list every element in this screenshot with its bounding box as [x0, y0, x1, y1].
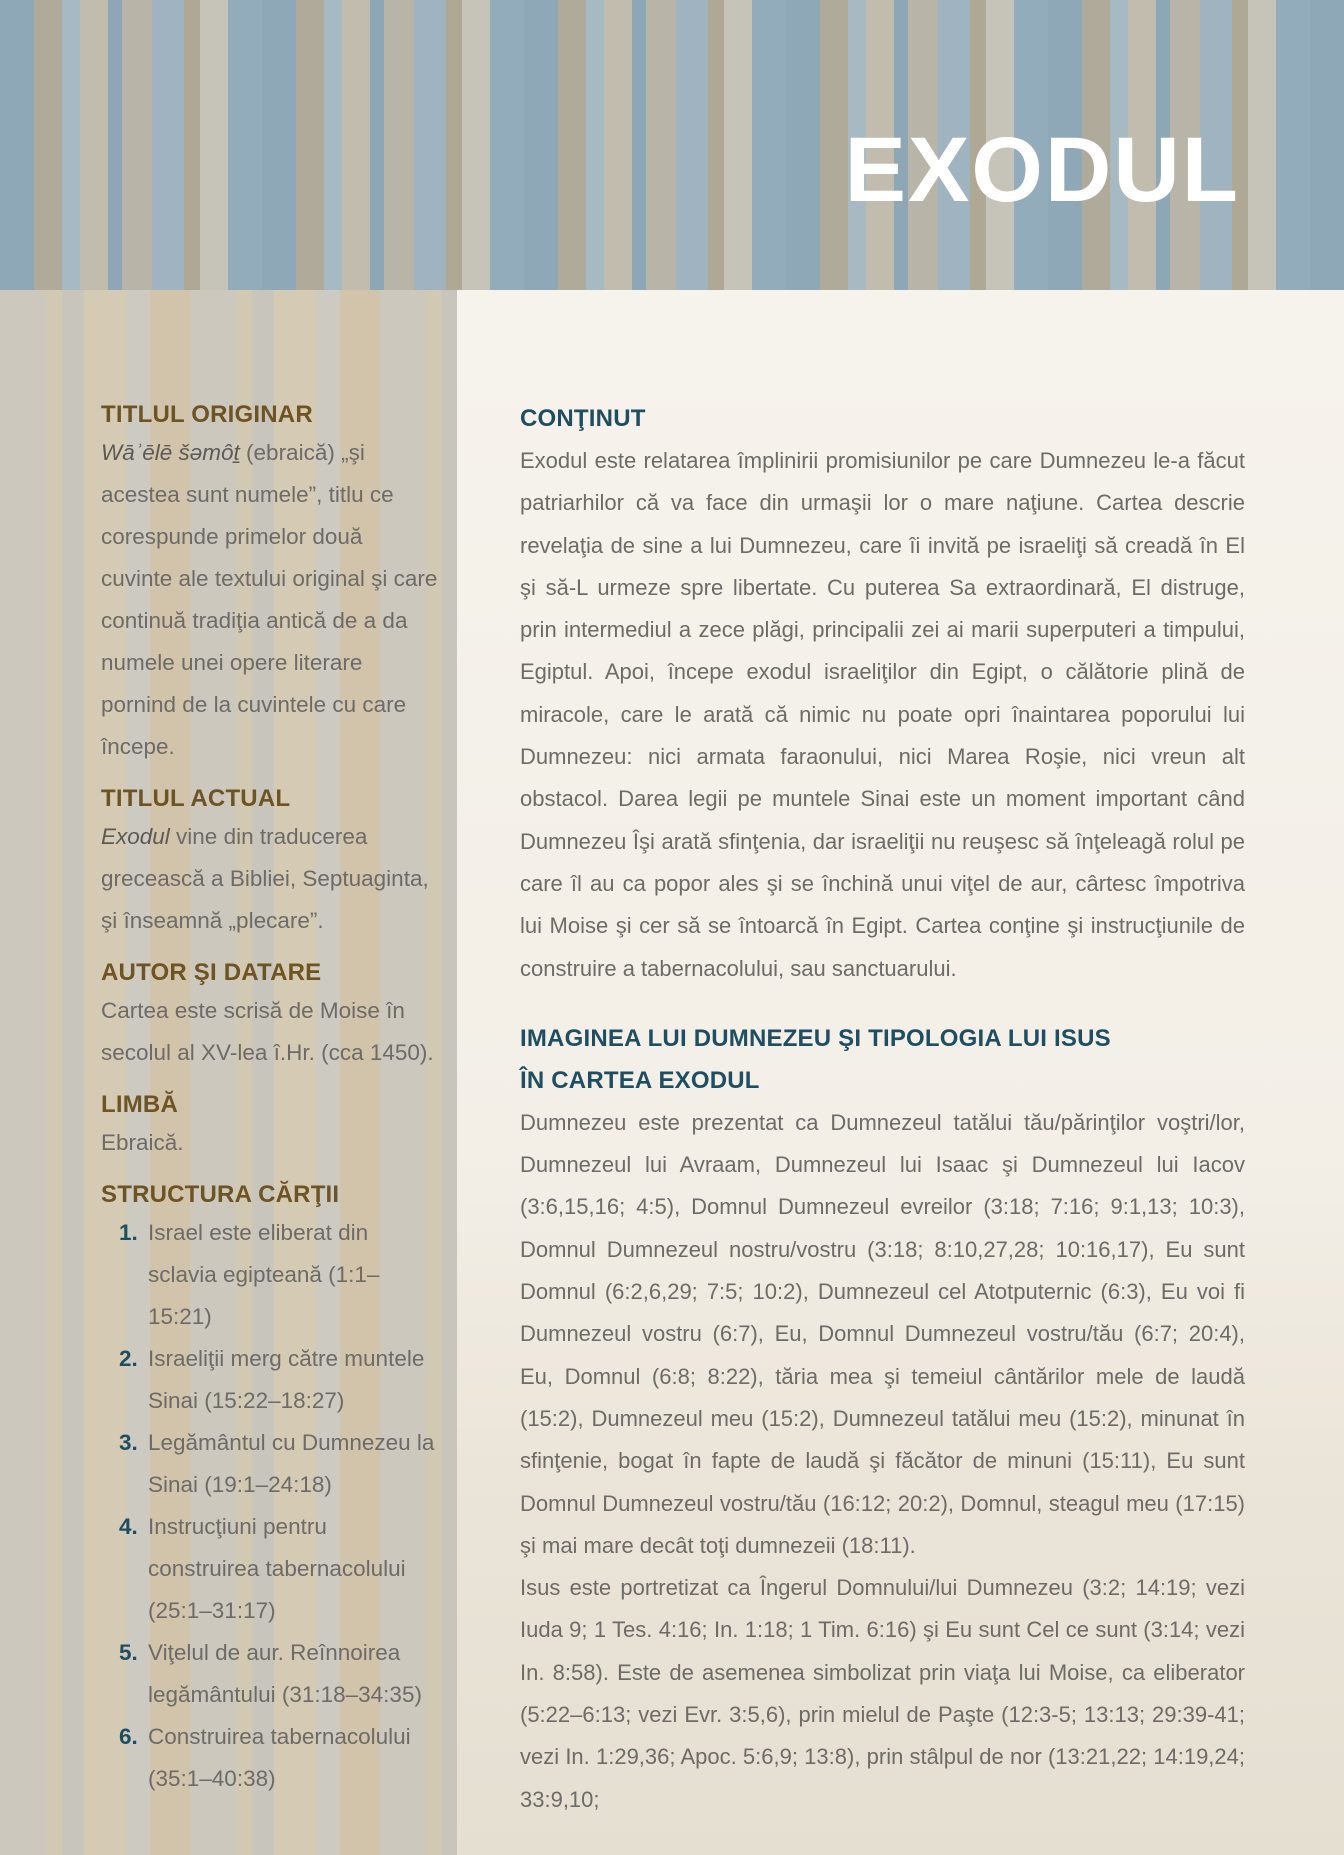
- current-title-heading: TITLUL ACTUAL: [101, 785, 291, 812]
- structure-item: [101, 1212, 439, 1338]
- original-title-text: [101, 432, 439, 768]
- structure-heading: STRUCTURA CĂRŢII: [101, 1181, 340, 1208]
- current-title-description: vine din traducerea grecească a Bibliei, Septuaginta, şi înseamnă „plecare”.: [101, 824, 429, 933]
- structure-item-number: 6.: [119, 1724, 138, 1749]
- original-title-description: (ebraică) „şi acestea sunt numele”, titlu ce corespunde primelor două cuvinte ale textului original şi care continuă tradiţia antică de a da numele unei opere literare pornind de la cuvintele cu care începe.: [101, 440, 438, 759]
- sidebar: [0, 290, 457, 1855]
- structure-item-text: Israel este eliberat din sclavia egipteană (1:1–15:21): [148, 1220, 380, 1329]
- main-content-area: [457, 290, 1344, 1855]
- author-heading: AUTOR ŞI DATARE: [101, 959, 322, 986]
- structure-item-text: Israeliţii merg către muntele Sinai (15:22–18:27): [148, 1346, 425, 1413]
- structure-item-text: Viţelul de aur. Reînnoirea legământului (31:18–34:35): [148, 1640, 422, 1707]
- page-title: EXODUL: [844, 119, 1240, 221]
- structure-list: [101, 1212, 439, 1800]
- author-text: Cartea este scrisă de Moise în secolul al XV-lea î.Hr. (cca 1450).: [101, 998, 434, 1065]
- structure-item-text: Construirea tabernacolului (35:1–40:38): [148, 1724, 411, 1791]
- structure-item: [101, 1422, 439, 1506]
- language-heading: LIMBĂ: [101, 1091, 178, 1118]
- structure-item-number: 2.: [119, 1346, 138, 1371]
- typology-of-jesus-paragraph: Isus este portretizat ca Îngerul Domnului/lui Dumnezeu (3:2; 14:19; vezi Iuda 9; 1 Tes. 4:16; In. 1:18; 1 Tim. 6:16) şi Eu sunt Cel ce sunt (3:14; vezi In. 8:58). Este de asemenea simbolizat prin viaţa lui Moise, ca eliberator (5:22–6:13; vezi Evr. 3:5,6), prin mielul de Paşte (12:3-5; 13:13; 29:39-41; vezi In. 1:29,36; Apoc. 5:6,9; 13:8), prin stâlpul de nor (13:21,22; 14:19,24; 33:9,10;: [520, 1575, 1245, 1812]
- header-banner: [0, 0, 1344, 290]
- structure-item-number: 3.: [119, 1430, 138, 1455]
- structure-item-number: 4.: [119, 1514, 138, 1539]
- structure-item: [101, 1506, 439, 1632]
- structure-item-number: 5.: [119, 1640, 138, 1665]
- structure-item-text: Instrucţiuni pentru construirea tabernacolului (25:1–31:17): [148, 1514, 406, 1623]
- original-title-heading: TITLUL ORIGINAR: [101, 401, 313, 428]
- structure-item: [101, 1338, 439, 1422]
- content-paragraph: Exodul este relatarea împlinirii promisiunilor pe care Dumnezeu le-a făcut patriarhilor că va face din urmaşii lor o mare naţiune. Cartea descrie revelaţia de sine a lui Dumnezeu, care îi invită pe israeliţi să creadă în El şi să-L urmeze spre libertate. Cu puterea Sa extraordinară, El distruge, prin intermediul a zece plăgi, principalii zei ai marii superputeri a timpului, Egiptul. Apoi, începe exodul israeliţilor din Egipt, o călătorie plină de miracole, care le arată că nimic nu poate opri înaintarea poporului lui Dumnezeu: nici armata faraonului, nici Marea Roşie, nici vreun alt obstacol. Darea legii pe muntele Sinai este un moment important când Dumnezeu Îşi arată sfinţenia, dar israeliţii nu reuşesc să înţeleagă rolul pe care îl au ca popor ales şi se închină unui viţel de aur, cârtesc împotriva lui Moise şi cer să se întoarcă în Egipt. Cartea conţine şi instrucţiunile de construire a tabernacolului, sau sanctuarului.: [520, 448, 1245, 981]
- image-of-god-heading-line2: ÎN CARTEA EXODUL: [520, 1066, 760, 1094]
- sidebar-content: [101, 398, 439, 1800]
- current-title-text: [101, 816, 439, 942]
- structure-item: [101, 1632, 439, 1716]
- structure-item-text: Legământul cu Dumnezeu la Sinai (19:1–24:18): [148, 1430, 435, 1497]
- language-text: Ebraică.: [101, 1130, 184, 1155]
- image-of-god-heading: [520, 1018, 1245, 1102]
- structure-item: [101, 1716, 439, 1800]
- image-of-god-heading-line1: IMAGINEA LUI DUMNEZEU ŞI TIPOLOGIA LUI ISUS: [520, 1024, 1111, 1052]
- original-title-term: Wāʾēlē šəmôṯ: [101, 440, 240, 465]
- content-heading: CONŢINUT: [520, 405, 646, 432]
- current-title-term: Exodul: [101, 824, 170, 849]
- structure-item-number: 1.: [119, 1220, 138, 1245]
- image-of-god-paragraph: Dumnezeu este prezentat ca Dumnezeul tatălui tău/părinţilor voştri/lor, Dumnezeul lui Avraam, Dumnezeul lui Isaac şi Dumnezeul lui Iacov (3:6,15,16; 4:5), Domnul Dumnezeul evreilor (3:18; 7:16; 9:1,13; 10:3), Domnul Dumnezeul nostru/vostru (3:18; 8:10,27,28; 10:16,17), Eu sunt Domnul (6:2,6,29; 7:5; 10:2), Dumnezeul cel Atotputernic (6:3), Eu voi fi Dumnezeul vostru (6:7), Eu, Domnul Dumnezeul vostru/tău (6:7; 20:4), Eu, Domnul (6:8; 8:22), tăria mea şi temeiul cântărilor mele de laudă (15:2), Dumnezeul meu (15:2), Dumnezeul tatălui meu (15:2), minunat în sfinţenie, bogat în fapte de laudă şi făcător de minuni (15:11), Eu sunt Domnul Dumnezeul vostru/tău (16:12; 20:2), Domnul, steagul meu (17:15) şi mai mare decât toţi dumnezeii (18:11).: [520, 1109, 1245, 1558]
- main-content: [520, 398, 1245, 1821]
